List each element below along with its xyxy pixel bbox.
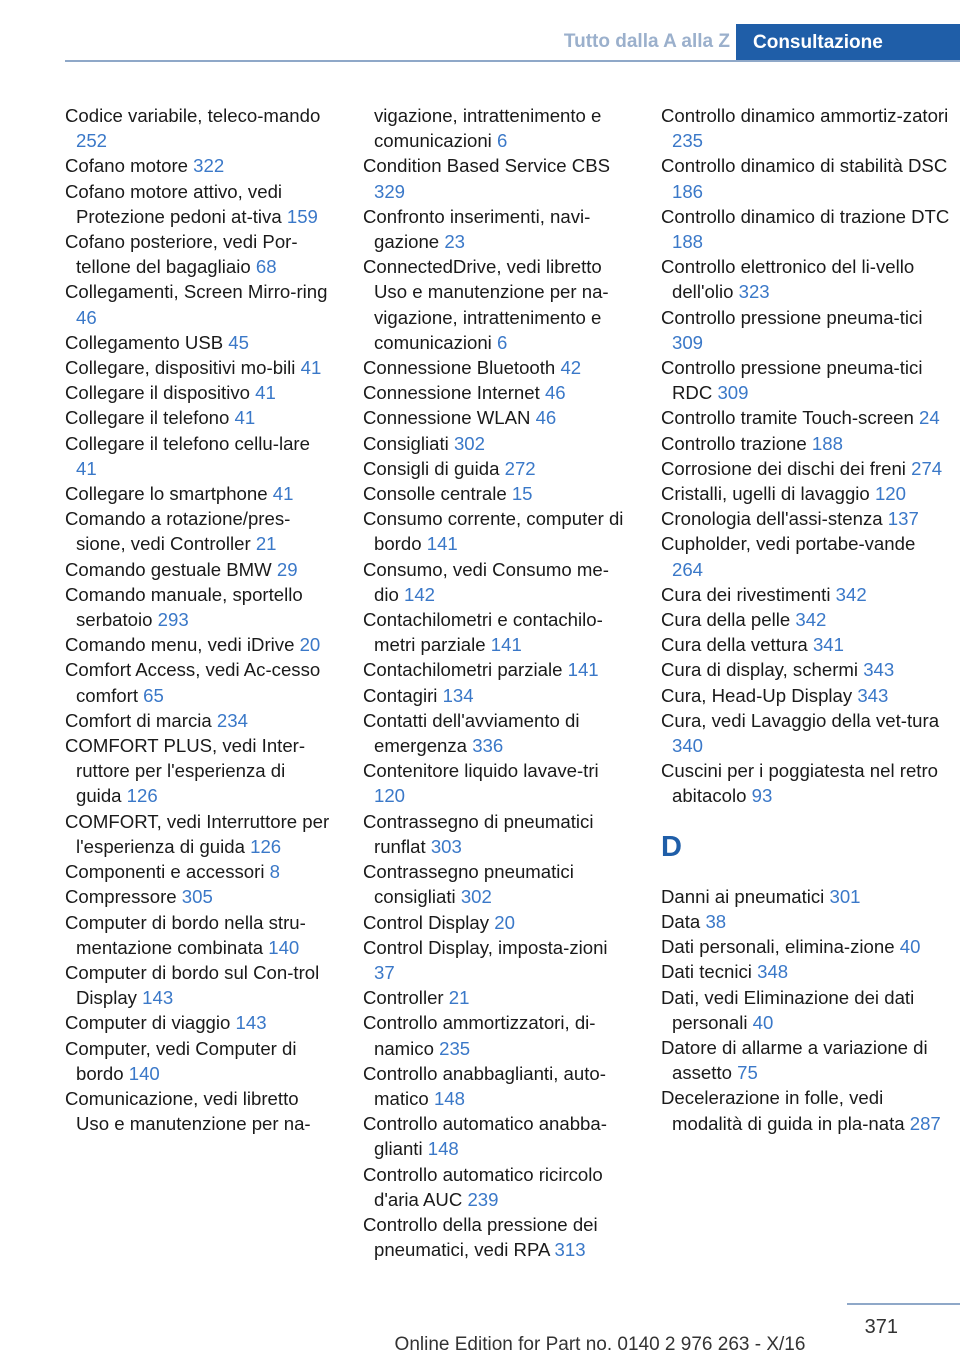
index-entry bbox=[65, 1010, 333, 1035]
page-reference-link[interactable]: 188 bbox=[811, 432, 843, 454]
index-entry-term: Collegamento USB bbox=[65, 331, 229, 353]
page-reference-link[interactable]: 343 bbox=[857, 684, 889, 706]
index-column-3 bbox=[661, 103, 951, 1136]
page-reference-link[interactable]: 186 bbox=[672, 180, 704, 202]
index-entry bbox=[661, 884, 951, 909]
page-reference-link[interactable]: 46 bbox=[544, 382, 566, 404]
index-entry-term: Cura dei rivestimenti bbox=[661, 583, 836, 605]
index-entry bbox=[661, 909, 951, 934]
index-entry-term: Controllo elettronico del li-vello dell'olio bbox=[661, 256, 915, 303]
page-reference-link[interactable]: 38 bbox=[705, 910, 727, 932]
index-entry-term: Collegare lo smartphone bbox=[65, 483, 273, 505]
index-entry bbox=[65, 1036, 333, 1086]
page-reference-link[interactable]: 343 bbox=[863, 659, 895, 681]
index-entry-term: Collegamenti, Screen Mirro-ring bbox=[65, 281, 328, 303]
index-entry-term: Decelerazione in folle, vedi modalità di guida in pla-nata bbox=[661, 1087, 910, 1134]
page-reference-link[interactable]: 329 bbox=[374, 180, 406, 202]
page-reference-link[interactable]: 40 bbox=[899, 936, 921, 958]
index-entry bbox=[363, 683, 633, 708]
index-entry-term: Controllo dinamico ammortiz-zatori bbox=[661, 105, 949, 126]
index-entry bbox=[363, 859, 633, 909]
page-reference-link[interactable]: 340 bbox=[672, 735, 704, 757]
index-entry bbox=[363, 481, 633, 506]
index-entry-term: Controllo automatico ricircolo d'aria AUC bbox=[363, 1163, 603, 1210]
page-reference-link[interactable]: 142 bbox=[403, 583, 436, 605]
index-entry-term: Controllo tramite Touch-screen bbox=[661, 407, 920, 429]
index-entry bbox=[65, 279, 333, 329]
page-reference-link[interactable]: 20 bbox=[299, 634, 321, 656]
index-entry-term: Cura della vettura bbox=[661, 634, 813, 656]
index-entry-term: Cronologia dell'assi-stenza bbox=[661, 508, 888, 530]
index-entry bbox=[661, 405, 951, 430]
page-reference-link[interactable]: 8 bbox=[269, 861, 280, 883]
index-entry-term: Computer di bordo sul Con-trol Display bbox=[65, 961, 320, 1009]
page-reference-link[interactable]: 134 bbox=[442, 684, 474, 706]
page-reference-link[interactable]: 41 bbox=[255, 382, 276, 404]
index-entry-term: Compressore bbox=[65, 886, 182, 908]
index-entry-term: Contrassegno pneumatici consigliati bbox=[363, 861, 574, 908]
page-reference-link[interactable]: 336 bbox=[472, 735, 504, 757]
page-reference-link[interactable]: 45 bbox=[228, 331, 249, 353]
index-entry bbox=[363, 254, 633, 355]
edition-notice: Online Edition for Part no. 0140 2 976 263 - X/16 bbox=[394, 1334, 806, 1355]
index-entry bbox=[661, 657, 951, 682]
chapter-tab: Consultazione bbox=[736, 24, 960, 62]
index-entry-term: Cuscini per i poggiatesta nel retro abitacolo bbox=[661, 760, 938, 807]
index-entry-term: Contatti dell'avviamento di emergenza bbox=[363, 709, 580, 757]
index-entry bbox=[661, 254, 951, 304]
index-entry bbox=[363, 557, 633, 607]
index-entry bbox=[363, 708, 633, 758]
index-entry-term: Controller bbox=[363, 987, 449, 1009]
index-entry bbox=[363, 1111, 633, 1161]
index-entry bbox=[65, 405, 333, 430]
index-entry-term: Collegare il telefono cellu-lare bbox=[65, 432, 310, 454]
index-entry bbox=[661, 607, 951, 632]
page-reference-link[interactable]: 46 bbox=[76, 306, 97, 328]
index-entry bbox=[661, 959, 951, 984]
page-reference-link[interactable]: 287 bbox=[909, 1112, 941, 1134]
index-entry bbox=[65, 557, 333, 582]
page-reference-link[interactable]: 37 bbox=[374, 961, 395, 983]
index-entry bbox=[65, 657, 333, 707]
index-entry bbox=[661, 683, 951, 708]
index-entry-term: COMFORT, vedi Interruttore per l'esperienza di guida bbox=[65, 810, 330, 857]
index-entry bbox=[661, 481, 951, 506]
index-entry bbox=[661, 758, 951, 808]
index-entry-term: Controllo dinamico di trazione DTC bbox=[661, 205, 950, 227]
index-entry bbox=[65, 153, 333, 178]
index-entry bbox=[363, 758, 633, 808]
index-entry bbox=[661, 531, 951, 581]
index-entry-term: Cura, Head-Up Display bbox=[661, 684, 858, 706]
page-reference-link[interactable]: 41 bbox=[272, 483, 294, 505]
index-entry-term: vigazione, intrattenimento e comunicazioni bbox=[374, 105, 602, 152]
page-reference-link[interactable]: 342 bbox=[835, 583, 867, 605]
page-reference-link[interactable]: 341 bbox=[812, 634, 844, 656]
page-reference-link[interactable]: 239 bbox=[467, 1188, 499, 1210]
page-reference-link[interactable]: 40 bbox=[752, 1011, 774, 1033]
index-entry-term: Cupholder, vedi portabe-vande bbox=[661, 533, 916, 555]
index-entry bbox=[65, 733, 333, 809]
index-entry-term: Connessione Internet bbox=[363, 382, 545, 404]
index-entry-term: Contrassegno di pneumatici runflat bbox=[363, 810, 594, 857]
page-reference-link[interactable]: 24 bbox=[919, 407, 940, 429]
index-entry-term: Controllo ammortizzatori, di-namico bbox=[363, 1012, 596, 1059]
index-entry-term: Datore di allarme a variazione di assetto bbox=[661, 1036, 928, 1084]
index-entry-term: Control Display, imposta-zioni bbox=[363, 936, 608, 958]
page-reference-link[interactable]: 41 bbox=[234, 407, 256, 429]
index-entry-term: Controllo trazione bbox=[661, 432, 812, 454]
page-reference-link[interactable]: 235 bbox=[439, 1037, 471, 1059]
page-reference-link[interactable]: 23 bbox=[444, 231, 465, 253]
index-column-1 bbox=[65, 103, 333, 1136]
index-entry-term: Consolle centrale bbox=[363, 483, 512, 505]
page-reference-link[interactable]: 6 bbox=[496, 331, 508, 353]
index-entry-term: Dati, vedi Eliminazione dei dati personali bbox=[661, 986, 915, 1033]
page-reference-link[interactable]: 126 bbox=[250, 835, 282, 857]
index-entry-term: Collegare, dispositivi mo-bili bbox=[65, 357, 301, 379]
index-entry-term: Codice variabile, teleco-mando bbox=[65, 105, 321, 126]
page-reference-link[interactable]: 140 bbox=[128, 1062, 160, 1084]
index-entry bbox=[363, 506, 633, 556]
page-reference-link[interactable]: 302 bbox=[453, 432, 485, 454]
index-entry bbox=[661, 632, 951, 657]
index-entry bbox=[65, 506, 333, 556]
page-reference-link[interactable]: 323 bbox=[738, 281, 770, 303]
page-reference-link[interactable]: 301 bbox=[829, 885, 861, 907]
index-entry bbox=[65, 809, 333, 859]
page-number: 371 bbox=[864, 1316, 898, 1338]
page-reference-link[interactable]: 137 bbox=[887, 508, 919, 530]
page-reference-link[interactable]: 252 bbox=[76, 130, 108, 152]
index-entry-term: Controllo automatico anabba-glianti bbox=[363, 1113, 607, 1160]
index-entry-term: ConnectedDrive, vedi libretto Uso e manutenzione per na-vigazione, intrattenimento e comunicazioni bbox=[363, 256, 609, 353]
index-entry bbox=[661, 985, 951, 1035]
index-entry bbox=[363, 380, 633, 405]
index-entry-term: Contachilometri parziale bbox=[363, 659, 568, 681]
page-reference-link[interactable]: 309 bbox=[717, 382, 749, 404]
index-entry bbox=[363, 456, 633, 481]
index-entry-term: Confronto inserimenti, navi-gazione bbox=[363, 205, 591, 253]
index-entry-term: Comfort Access, vedi Ac-cesso comfort bbox=[65, 659, 321, 706]
page-reference-link[interactable]: 159 bbox=[286, 205, 318, 227]
page-reference-link[interactable]: 140 bbox=[268, 936, 300, 958]
index-entry bbox=[65, 179, 333, 229]
index-entry-term: Contenitore liquido lavave-tri bbox=[363, 760, 599, 782]
page-reference-link[interactable]: 126 bbox=[126, 785, 158, 807]
index-entry bbox=[65, 582, 333, 632]
index-entry bbox=[363, 809, 633, 859]
index-entry-term: Consumo corrente, computer di bordo bbox=[363, 508, 624, 555]
page-reference-link[interactable]: 21 bbox=[448, 987, 470, 1009]
index-entry-term: Comando menu, vedi iDrive bbox=[65, 634, 300, 656]
index-entry bbox=[363, 1010, 633, 1060]
page-reference-link[interactable]: 348 bbox=[757, 961, 789, 983]
index-entry bbox=[363, 153, 633, 203]
index-entry-term: Consumo, vedi Consumo me-dio bbox=[363, 558, 609, 605]
page-reference-link[interactable]: 234 bbox=[216, 709, 248, 731]
index-entry-term: Cura, vedi Lavaggio della vet-tura bbox=[661, 709, 940, 731]
index-entry-term: Collegare il telefono bbox=[65, 407, 235, 429]
index-entry-term: Consigliati bbox=[363, 432, 454, 454]
index-entry bbox=[363, 657, 633, 682]
index-entry-term: Connessione WLAN bbox=[363, 407, 536, 429]
page-reference-link[interactable]: 21 bbox=[255, 533, 277, 555]
index-entry-term: Consigli di guida bbox=[363, 457, 505, 479]
page-reference-link[interactable]: 46 bbox=[535, 407, 557, 429]
index-entry bbox=[363, 1212, 633, 1262]
index-entry-term: Comunicazione, vedi libretto Uso e manutenzione per na- bbox=[65, 1087, 311, 1135]
index-entry-term: Dati personali, elimina-zione bbox=[661, 936, 900, 958]
index-entry-term: Control Display bbox=[363, 911, 495, 933]
page-reference-link[interactable]: 143 bbox=[142, 987, 174, 1009]
index-entry-term: Computer, vedi Computer di bordo bbox=[65, 1037, 297, 1084]
page-reference-link[interactable]: 29 bbox=[276, 558, 298, 580]
index-entry bbox=[363, 910, 633, 935]
index-entry-term: Corrosione dei dischi dei freni bbox=[661, 457, 912, 479]
index-entry bbox=[661, 1035, 951, 1085]
index-entry bbox=[363, 1061, 633, 1111]
index-entry bbox=[661, 431, 951, 456]
index-entry bbox=[661, 506, 951, 531]
index-entry-term: Danni ai pneumatici bbox=[661, 885, 830, 907]
page-reference-link[interactable]: 313 bbox=[554, 1239, 586, 1261]
index-entry-term: Connessione Bluetooth bbox=[363, 357, 561, 379]
index-entry bbox=[65, 229, 333, 279]
page-reference-link[interactable]: 75 bbox=[737, 1062, 758, 1084]
page-reference-link[interactable]: 120 bbox=[874, 483, 906, 505]
index-entry bbox=[661, 153, 951, 203]
page-reference-link[interactable]: 143 bbox=[235, 1012, 267, 1034]
header-rule bbox=[65, 60, 960, 62]
page-reference-link[interactable]: 148 bbox=[433, 1087, 465, 1109]
page-reference-link[interactable]: 120 bbox=[374, 785, 406, 807]
index-letter-heading: D bbox=[661, 830, 682, 863]
index-entry-term: Cofano posteriore, vedi Por-tellone del bagagliaio bbox=[65, 231, 298, 278]
index-entry bbox=[661, 305, 951, 355]
index-entry-term: Cura della pelle bbox=[661, 609, 796, 631]
index-entry-term: Cofano motore attivo, vedi Protezione pedoni at-tiva bbox=[65, 180, 287, 227]
index-entry-term: Comando a rotazione/pres-sione, vedi Controller bbox=[65, 508, 291, 555]
index-entry bbox=[65, 103, 333, 153]
index-entry-term: Controllo pressione pneuma-tici RDC bbox=[661, 357, 923, 404]
index-entry bbox=[65, 910, 333, 960]
page-reference-link[interactable]: 141 bbox=[490, 634, 522, 656]
page-reference-link[interactable]: 93 bbox=[751, 785, 773, 807]
index-entry bbox=[363, 1162, 633, 1212]
index-entry-term: Cofano motore bbox=[65, 155, 194, 177]
index-entry-term: Contachilometri e contachilo-metri parziale bbox=[363, 609, 603, 656]
page-reference-link[interactable]: 15 bbox=[511, 483, 533, 505]
page-reference-link[interactable]: 302 bbox=[460, 886, 492, 908]
index-entry bbox=[661, 1085, 951, 1135]
index-entry bbox=[65, 632, 333, 657]
page-reference-link[interactable]: 274 bbox=[911, 457, 943, 479]
index-entry bbox=[661, 582, 951, 607]
index-entry-term: Cura di display, schermi bbox=[661, 659, 864, 681]
index-entry bbox=[65, 884, 333, 909]
index-entry bbox=[661, 934, 951, 959]
index-entry bbox=[363, 103, 633, 153]
index-entry bbox=[65, 355, 333, 380]
index-entry-term: Computer di bordo nella stru-mentazione combinata bbox=[65, 911, 306, 958]
index-entry bbox=[661, 355, 951, 405]
page-reference-link[interactable]: 42 bbox=[560, 357, 582, 379]
index-entry bbox=[363, 985, 633, 1010]
index-column-2 bbox=[363, 103, 633, 1262]
page-reference-link[interactable]: 309 bbox=[672, 331, 704, 353]
page-reference-link[interactable]: 141 bbox=[567, 659, 599, 681]
index-entry-term: Comfort di marcia bbox=[65, 709, 217, 731]
index-entry bbox=[363, 935, 633, 985]
index-entry-term: Condition Based Service CBS bbox=[363, 155, 611, 177]
page-reference-link[interactable]: 272 bbox=[504, 457, 536, 479]
index-entry bbox=[661, 708, 951, 758]
index-entry-term: Comando manuale, sportello serbatoio bbox=[65, 583, 303, 631]
page-reference-link[interactable]: 305 bbox=[181, 886, 213, 908]
page-reference-link[interactable]: 141 bbox=[426, 533, 458, 555]
page-reference-link[interactable]: 322 bbox=[193, 155, 225, 177]
index-entry-term: Contagiri bbox=[363, 684, 443, 706]
index-entry-term: Controllo della pressione dei pneumatici, vedi RPA bbox=[363, 1213, 598, 1261]
index-entry-term: Data bbox=[661, 910, 706, 932]
page-reference-link[interactable]: 68 bbox=[255, 256, 277, 278]
index-entry-term: Controllo pressione pneuma-tici bbox=[661, 306, 923, 328]
page-reference-link[interactable]: 41 bbox=[76, 457, 97, 479]
page-reference-link[interactable]: 20 bbox=[494, 911, 515, 933]
index-entry-term: Controllo anabbaglianti, auto-matico bbox=[363, 1062, 606, 1109]
page-reference-link[interactable]: 65 bbox=[143, 684, 164, 706]
index-entry bbox=[363, 607, 633, 657]
page-reference-link[interactable]: 41 bbox=[300, 357, 322, 379]
index-entry bbox=[661, 204, 951, 254]
index-entry bbox=[65, 1086, 333, 1136]
index-entry bbox=[65, 708, 333, 733]
index-entry bbox=[363, 405, 633, 430]
index-entry-term: Controllo dinamico di stabilità DSC bbox=[661, 155, 948, 177]
page-reference-link[interactable]: 6 bbox=[496, 130, 508, 152]
running-section-title: Tutto dalla A alla Z bbox=[563, 31, 730, 52]
page-reference-link[interactable]: 303 bbox=[430, 835, 462, 857]
index-entry bbox=[65, 380, 333, 405]
index-entry bbox=[65, 481, 333, 506]
page-reference-link[interactable]: 264 bbox=[672, 558, 704, 580]
index-entry bbox=[65, 960, 333, 1010]
footer-rule bbox=[847, 1303, 960, 1305]
index-entry bbox=[661, 103, 951, 153]
index-entry-term: Componenti e accessori bbox=[65, 861, 270, 883]
page-reference-link[interactable]: 188 bbox=[672, 231, 704, 253]
index-entry-term: Cristalli, ugelli di lavaggio bbox=[661, 483, 875, 505]
index-entry bbox=[65, 330, 333, 355]
index-entry-term: Computer di viaggio bbox=[65, 1012, 236, 1034]
page-reference-link[interactable]: 235 bbox=[672, 130, 704, 152]
page-reference-link[interactable]: 293 bbox=[157, 609, 189, 631]
index-entry bbox=[363, 355, 633, 380]
index-entry-term: COMFORT PLUS, vedi Inter-ruttore per l'esperienza di guida bbox=[65, 735, 306, 807]
index-entry-term: Collegare il dispositivo bbox=[65, 382, 256, 404]
index-entry bbox=[363, 204, 633, 254]
index-entry-term: Dati tecnici bbox=[661, 961, 758, 983]
index-entry bbox=[363, 431, 633, 456]
index-entry bbox=[65, 431, 333, 481]
index-entry bbox=[65, 859, 333, 884]
page-reference-link[interactable]: 148 bbox=[427, 1138, 459, 1160]
page-reference-link[interactable]: 342 bbox=[795, 609, 827, 631]
index-entry bbox=[661, 456, 951, 481]
index-entry-term: Comando gestuale BMW bbox=[65, 558, 277, 580]
